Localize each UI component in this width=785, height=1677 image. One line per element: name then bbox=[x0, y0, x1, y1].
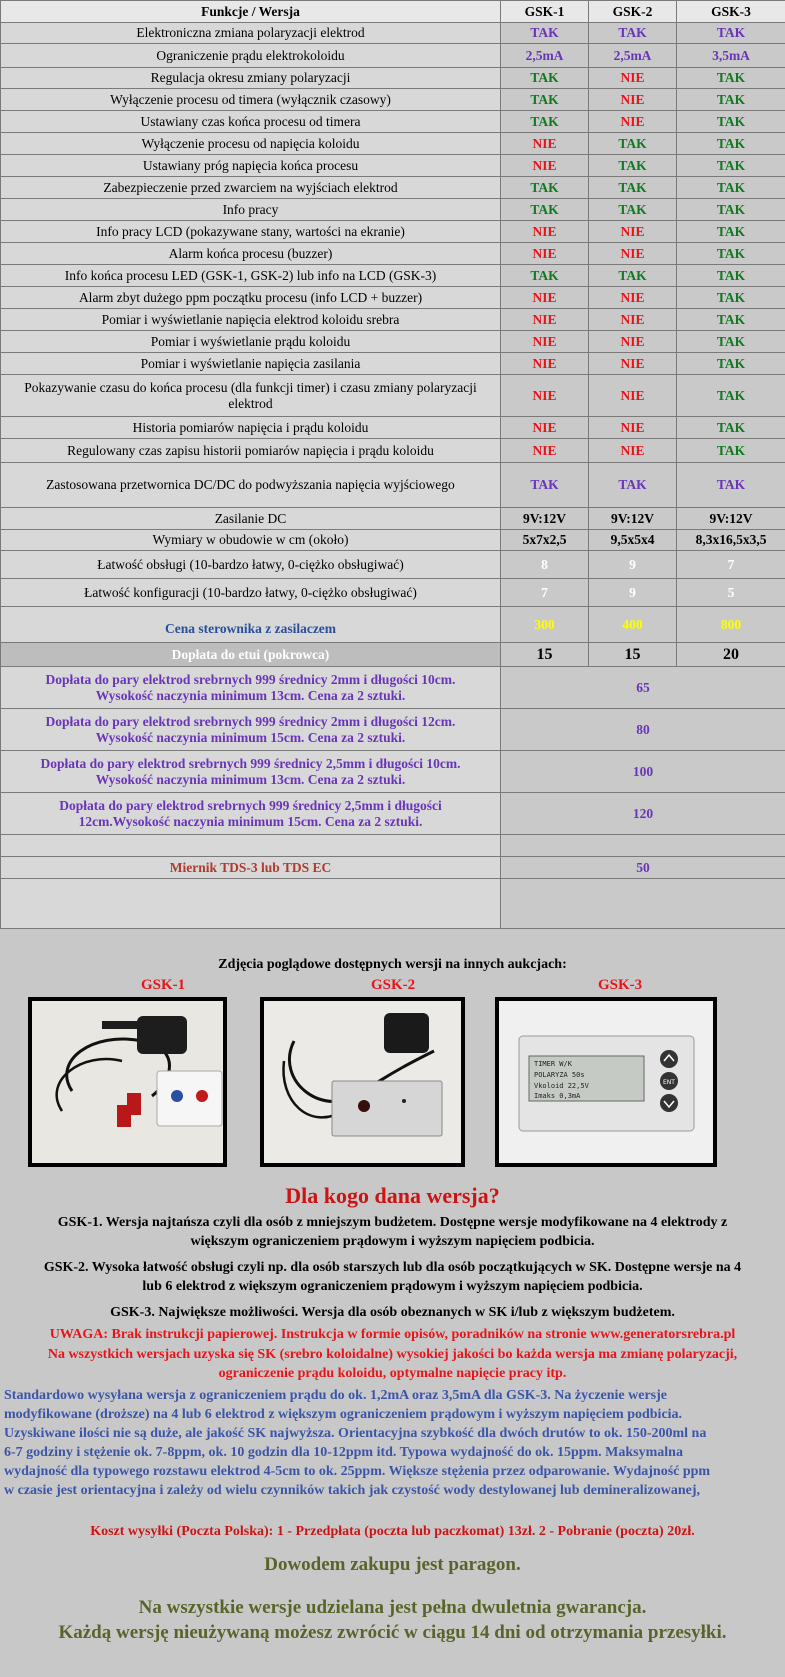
feature-value-gsk2: TAK bbox=[589, 265, 677, 287]
feature-value-gsk3: TAK bbox=[677, 265, 785, 287]
feature-label: Zasilanie DC bbox=[1, 508, 501, 530]
feature-value-gsk1: TAK bbox=[501, 177, 589, 199]
feature-label: Pomiar i wyświetlanie napięcia zasilania bbox=[1, 353, 501, 375]
quality-line: ograniczenie prądu koloidu, optymalne napięcie pracy itp. bbox=[218, 1366, 567, 1381]
standard-info-line: 6-7 godziny i stężenie ok. 7-8ppm, ok. 10 godzin dla 10-12ppm itd. Typowa wydajność do ok. 15ppm. Maksymalna bbox=[4, 1445, 683, 1460]
feature-label: Alarm zbyt dużego ppm początku procesu (info LCD + buzzer) bbox=[1, 287, 501, 309]
feature-value-gsk3: TAK bbox=[677, 155, 785, 177]
photo-gsk1 bbox=[28, 997, 227, 1167]
feature-label: Zastosowana przetwornica DC/DC do podwyższania napięcia wyjściowego bbox=[1, 463, 501, 508]
info-heading: Dla kogo dana wersja? bbox=[285, 1183, 500, 1208]
photo-label-gsk1: GSK-1 bbox=[141, 977, 186, 993]
gsk3-device-icon bbox=[499, 1001, 713, 1163]
feature-rows bbox=[1, 23, 785, 607]
feature-value-gsk2: TAK bbox=[589, 199, 677, 221]
table-row bbox=[1, 439, 785, 463]
feature-value-gsk2: NIE bbox=[589, 68, 677, 89]
feature-value-gsk1: NIE bbox=[501, 133, 589, 155]
photo-gsk3 bbox=[495, 997, 717, 1167]
price-row bbox=[1, 607, 785, 643]
blank-row bbox=[1, 879, 785, 929]
gsk3-desc: GSK-3. Największe możliwości. Wersja dla osób obeznanych w SK i/lub z większym budżetem. bbox=[110, 1305, 675, 1320]
standard-info-line: wydajność dla typowego rozstawu elektrod 4-5cm to ok. 25ppm. Większe stężenia przez odparowanie. Wydajność ppm bbox=[4, 1464, 711, 1479]
proof-of-purchase: Dowodem zakupu jest paragon. bbox=[264, 1554, 521, 1575]
extra-price: 65 bbox=[501, 667, 785, 709]
extra-label-line: Dopłata do pary elektrod srebrnych 999 średnicy 2mm i długości 12cm. bbox=[45, 713, 456, 729]
extra-label bbox=[1, 751, 501, 793]
table-row bbox=[1, 375, 785, 417]
feature-value-gsk2: TAK bbox=[589, 463, 677, 508]
table-row bbox=[1, 265, 785, 287]
table-row bbox=[1, 177, 785, 199]
feature-value-gsk2: NIE bbox=[589, 439, 677, 463]
photo-label-gsk3: GSK-3 bbox=[598, 977, 643, 993]
extra-label-line: Dopłata do pary elektrod srebrnych 999 średnicy 2mm i długości 10cm. bbox=[45, 671, 456, 687]
feature-label: Pomiar i wyświetlanie napięcia elektrod koloidu srebra bbox=[1, 309, 501, 331]
extra-label-line: 12cm.Wysokość naczynia minimum 15cm. Cena za 2 sztuki. bbox=[78, 813, 423, 829]
feature-value-gsk3: TAK bbox=[677, 221, 785, 243]
feature-label: Historia pomiarów napięcia i prądu koloidu bbox=[1, 417, 501, 439]
feature-value-gsk1: 7 bbox=[501, 579, 589, 607]
tds-price: 50 bbox=[501, 857, 785, 879]
shipping-info: Koszt wysyłki (Poczta Polska): 1 - Przedpłata (poczta lub paczkomat) 13zł. 2 - Pobranie (poczta) 20zł. bbox=[90, 1524, 695, 1539]
feature-label: Info pracy bbox=[1, 199, 501, 221]
feature-label: Pokazywanie czasu do końca procesu (dla funkcji timer) i czasu zmiany polaryzacji elektrod bbox=[1, 375, 501, 417]
extra-label-line: Dopłata do pary elektrod srebrnych 999 średnicy 2,5mm i długości bbox=[59, 797, 442, 813]
photo-label-gsk2: GSK-2 bbox=[371, 977, 416, 993]
feature-value-gsk3: TAK bbox=[677, 68, 785, 89]
gsk2-desc-line: GSK-2. Wysoka łatwość obsługi czyli np. dla osób starszych lub dla osób początkujących w SK. Dostępne wersje na 4 bbox=[43, 1260, 742, 1275]
etui-gsk2: 15 bbox=[589, 643, 677, 667]
table-row bbox=[1, 23, 785, 44]
feature-value-gsk1: TAK bbox=[501, 199, 589, 221]
feature-value-gsk3: TAK bbox=[677, 331, 785, 353]
feature-value-gsk3: TAK bbox=[677, 439, 785, 463]
feature-value-gsk2: 9,5x5x4 bbox=[589, 530, 677, 551]
lcd-line-4: Imaks 0,3mA bbox=[534, 1092, 581, 1100]
quality-note bbox=[0, 1345, 785, 1383]
price-gsk3: 800 bbox=[677, 607, 785, 643]
table-row bbox=[1, 793, 785, 835]
gsk2-desc bbox=[0, 1258, 785, 1296]
standard-info-line: Standardowo wysyłana wersja z ograniczeniem prądu do ok. 1,2mA oraz 3,5mA dla GSK-3. Na życzenie wersje bbox=[4, 1388, 668, 1403]
feature-label: Pomiar i wyświetlanie prądu koloidu bbox=[1, 331, 501, 353]
feature-value-gsk2: 9V:12V bbox=[589, 508, 677, 530]
extra-label bbox=[1, 793, 501, 835]
feature-value-gsk1: NIE bbox=[501, 375, 589, 417]
feature-value-gsk2: NIE bbox=[589, 221, 677, 243]
header-gsk3: GSK-3 bbox=[677, 1, 785, 23]
table-row bbox=[1, 508, 785, 530]
feature-value-gsk1: TAK bbox=[501, 463, 589, 508]
feature-value-gsk3: TAK bbox=[677, 89, 785, 111]
feature-value-gsk2: TAK bbox=[589, 155, 677, 177]
price-gsk1: 300 bbox=[501, 607, 589, 643]
blank-cell bbox=[1, 879, 501, 929]
tds-row bbox=[1, 857, 785, 879]
header-gsk1: GSK-1 bbox=[501, 1, 589, 23]
table-row bbox=[1, 133, 785, 155]
feature-value-gsk3: TAK bbox=[677, 417, 785, 439]
etui-label: Dopłata do etui (pokrowca) bbox=[1, 643, 501, 667]
table-row bbox=[1, 751, 785, 793]
etui-gsk1: 15 bbox=[501, 643, 589, 667]
table-row bbox=[1, 155, 785, 177]
feature-label: Regulacja okresu zmiany polaryzacji bbox=[1, 68, 501, 89]
blank-cell bbox=[501, 879, 785, 929]
standard-info-line: w czasie jest orientacyjna i zależy od wielu czynników takich jak czystość wody destylowanej lub demineralizowanej, bbox=[4, 1483, 701, 1498]
blank-cell bbox=[1, 835, 501, 857]
table-row bbox=[1, 243, 785, 265]
feature-label: Wyłączenie procesu od napięcia koloidu bbox=[1, 133, 501, 155]
feature-value-gsk2: NIE bbox=[589, 353, 677, 375]
extra-label-line: Wysokość naczynia minimum 13cm. Cena za 2 sztuki. bbox=[95, 687, 406, 703]
lcd-line-3: Vkoloid 22,5V bbox=[534, 1082, 589, 1090]
table-row bbox=[1, 221, 785, 243]
returns-info: Każdą wersję nieużywaną możesz zwrócić w ciągu 14 dni od otrzymania przesyłki. bbox=[58, 1622, 727, 1643]
feature-label: Ustawiany czas końca procesu od timera bbox=[1, 111, 501, 133]
feature-value-gsk1: NIE bbox=[501, 287, 589, 309]
feature-value-gsk2: NIE bbox=[589, 111, 677, 133]
feature-value-gsk2: NIE bbox=[589, 243, 677, 265]
price-label: Cena sterownika z zasilaczem bbox=[1, 607, 501, 643]
feature-value-gsk1: NIE bbox=[501, 309, 589, 331]
etui-gsk3: 20 bbox=[677, 643, 785, 667]
feature-label: Regulowany czas zapisu historii pomiarów napięcia i prądu koloidu bbox=[1, 439, 501, 463]
feature-value-gsk1: TAK bbox=[501, 111, 589, 133]
extra-label bbox=[1, 709, 501, 751]
lcd-line-2: POLARYZA 50s bbox=[534, 1071, 585, 1079]
feature-value-gsk3: TAK bbox=[677, 243, 785, 265]
gsk2-device-icon bbox=[264, 1001, 461, 1163]
table-row bbox=[1, 89, 785, 111]
feature-label: Alarm końca procesu (buzzer) bbox=[1, 243, 501, 265]
extra-label-line: Wysokość naczynia minimum 13cm. Cena za 2 sztuki. bbox=[95, 771, 406, 787]
feature-value-gsk3: TAK bbox=[677, 375, 785, 417]
extra-label bbox=[1, 667, 501, 709]
extra-price: 120 bbox=[501, 793, 785, 835]
table-row bbox=[1, 417, 785, 439]
table-row bbox=[1, 331, 785, 353]
feature-value-gsk3: TAK bbox=[677, 287, 785, 309]
feature-value-gsk3: TAK bbox=[677, 23, 785, 44]
feature-value-gsk3: TAK bbox=[677, 111, 785, 133]
feature-value-gsk3: 9V:12V bbox=[677, 508, 785, 530]
feature-value-gsk3: TAK bbox=[677, 133, 785, 155]
feature-value-gsk2: 2,5mA bbox=[589, 44, 677, 68]
feature-value-gsk1: NIE bbox=[501, 331, 589, 353]
feature-label: Łatwość konfiguracji (10-bardzo łatwy, 0-ciężko obsługiwać) bbox=[1, 579, 501, 607]
table-row bbox=[1, 463, 785, 508]
feature-value-gsk3: 7 bbox=[677, 551, 785, 579]
lcd-line-1: TIMER W/K bbox=[534, 1060, 572, 1068]
feature-value-gsk2: NIE bbox=[589, 89, 677, 111]
feature-label: Wymiary w obudowie w cm (około) bbox=[1, 530, 501, 551]
gsk1-device-icon bbox=[32, 1001, 223, 1163]
feature-value-gsk3: TAK bbox=[677, 199, 785, 221]
feature-label: Elektroniczna zmiana polaryzacji elektrod bbox=[1, 23, 501, 44]
table-row bbox=[1, 551, 785, 579]
feature-label: Łatwość obsługi (10-bardzo łatwy, 0-ciężko obsługiwać) bbox=[1, 551, 501, 579]
feature-value-gsk1: 8 bbox=[501, 551, 589, 579]
feature-label: Wyłączenie procesu od timera (wyłącznik czasowy) bbox=[1, 89, 501, 111]
feature-value-gsk1: TAK bbox=[501, 89, 589, 111]
feature-label: Ograniczenie prądu elektrokoloidu bbox=[1, 44, 501, 68]
feature-value-gsk2: NIE bbox=[589, 331, 677, 353]
feature-label: Info pracy LCD (pokazywane stany, wartości na ekranie) bbox=[1, 221, 501, 243]
table-row bbox=[1, 667, 785, 709]
gsk1-desc-line: większym ograniczeniem prądowym i wyższym napięciem podbicia. bbox=[190, 1234, 595, 1249]
feature-value-gsk1: TAK bbox=[501, 23, 589, 44]
table-row bbox=[1, 199, 785, 221]
feature-value-gsk1: 2,5mA bbox=[501, 44, 589, 68]
extra-price: 100 bbox=[501, 751, 785, 793]
feature-value-gsk2: NIE bbox=[589, 375, 677, 417]
quality-line: Na wszystkich wersjach uzyska się SK (srebro koloidalne) wysokiej jakości bo każda wersja ma zmianę polaryzacji, bbox=[47, 1347, 738, 1362]
feature-label: Zabezpieczenie przed zwarciem na wyjściach elektrod bbox=[1, 177, 501, 199]
table-row bbox=[1, 68, 785, 89]
table-row bbox=[1, 579, 785, 607]
feature-label: Ustawiany próg napięcia końca procesu bbox=[1, 155, 501, 177]
photo-gsk2 bbox=[260, 997, 465, 1167]
feature-value-gsk2: NIE bbox=[589, 417, 677, 439]
feature-value-gsk2: TAK bbox=[589, 23, 677, 44]
standard-info-line: modyfikowane (droższe) na 4 lub 6 elektrod z większym ograniczeniem prądowym i wyższym napięciem podbicia. bbox=[4, 1407, 683, 1422]
feature-value-gsk1: NIE bbox=[501, 353, 589, 375]
feature-value-gsk3: 5 bbox=[677, 579, 785, 607]
table-row bbox=[1, 287, 785, 309]
table-row bbox=[1, 44, 785, 68]
extra-label-line: Wysokość naczynia minimum 15cm. Cena za 2 sztuki. bbox=[95, 729, 406, 745]
extra-price: 80 bbox=[501, 709, 785, 751]
tds-label: Miernik TDS-3 lub TDS EC bbox=[1, 857, 501, 879]
table-row bbox=[1, 111, 785, 133]
gsk1-desc bbox=[0, 1213, 785, 1251]
photos-caption: Zdjęcia poglądowe dostępnych wersji na innych aukcjach: bbox=[218, 957, 567, 972]
extra-label-line: Dopłata do pary elektrod srebrnych 999 średnicy 2,5mm i długości 10cm. bbox=[40, 755, 461, 771]
blank-row bbox=[1, 835, 785, 857]
table-row bbox=[1, 353, 785, 375]
etui-row bbox=[1, 643, 785, 667]
feature-value-gsk1: TAK bbox=[501, 265, 589, 287]
feature-value-gsk1: NIE bbox=[501, 439, 589, 463]
feature-value-gsk1: 5x7x2,5 bbox=[501, 530, 589, 551]
feature-value-gsk2: 9 bbox=[589, 551, 677, 579]
feature-value-gsk1: 9V:12V bbox=[501, 508, 589, 530]
uwaga-note: UWAGA: Brak instrukcji papierowej. Instrukcja w formie opisów, poradników na stronie www.generatorsrebra.pl bbox=[49, 1327, 736, 1342]
header-gsk2: GSK-2 bbox=[589, 1, 677, 23]
standard-info-line: Uzyskiwane ilości nie są duże, ale jakość SK najwyższa. Orientacyjna szybkość dla dwóch drutów to ok. 150-200ml na bbox=[4, 1426, 707, 1441]
feature-value-gsk3: TAK bbox=[677, 309, 785, 331]
feature-value-gsk3: 3,5mA bbox=[677, 44, 785, 68]
feature-value-gsk3: TAK bbox=[677, 463, 785, 508]
header-feature: Funkcje / Wersja bbox=[1, 1, 501, 23]
feature-label: Info końca procesu LED (GSK-1, GSK-2) lub info na LCD (GSK-3) bbox=[1, 265, 501, 287]
feature-value-gsk1: NIE bbox=[501, 155, 589, 177]
table-row bbox=[1, 309, 785, 331]
feature-value-gsk1: NIE bbox=[501, 243, 589, 265]
gsk2-desc-line: lub 6 elektrod z większym ograniczeniem prądowym i wyższym napięciem podbicia. bbox=[142, 1279, 643, 1294]
feature-value-gsk1: NIE bbox=[501, 221, 589, 243]
feature-value-gsk2: 9 bbox=[589, 579, 677, 607]
price-gsk2: 400 bbox=[589, 607, 677, 643]
feature-value-gsk2: TAK bbox=[589, 133, 677, 155]
standard-info bbox=[0, 1386, 785, 1500]
blank-cell bbox=[501, 835, 785, 857]
feature-value-gsk2: NIE bbox=[589, 309, 677, 331]
table-row bbox=[1, 709, 785, 751]
table-header-row bbox=[1, 1, 785, 23]
feature-value-gsk2: TAK bbox=[589, 177, 677, 199]
feature-value-gsk3: TAK bbox=[677, 177, 785, 199]
warranty-info: Na wszystkie wersje udzielana jest pełna dwuletnia gwarancja. bbox=[138, 1597, 647, 1618]
info-section bbox=[0, 929, 785, 1664]
feature-value-gsk2: NIE bbox=[589, 287, 677, 309]
feature-value-gsk1: TAK bbox=[501, 68, 589, 89]
feature-value-gsk3: TAK bbox=[677, 353, 785, 375]
table-row bbox=[1, 530, 785, 551]
feature-value-gsk1: NIE bbox=[501, 417, 589, 439]
svg-text:ENT: ENT bbox=[663, 1079, 675, 1086]
extras-rows bbox=[1, 667, 785, 835]
gsk1-desc-line: GSK-1. Wersja najtańsza czyli dla osób z mniejszym budżetem. Dostępne wersje modyfikowane na 4 elektrody z bbox=[57, 1215, 728, 1230]
feature-value-gsk3: 8,3x16,5x3,5 bbox=[677, 530, 785, 551]
